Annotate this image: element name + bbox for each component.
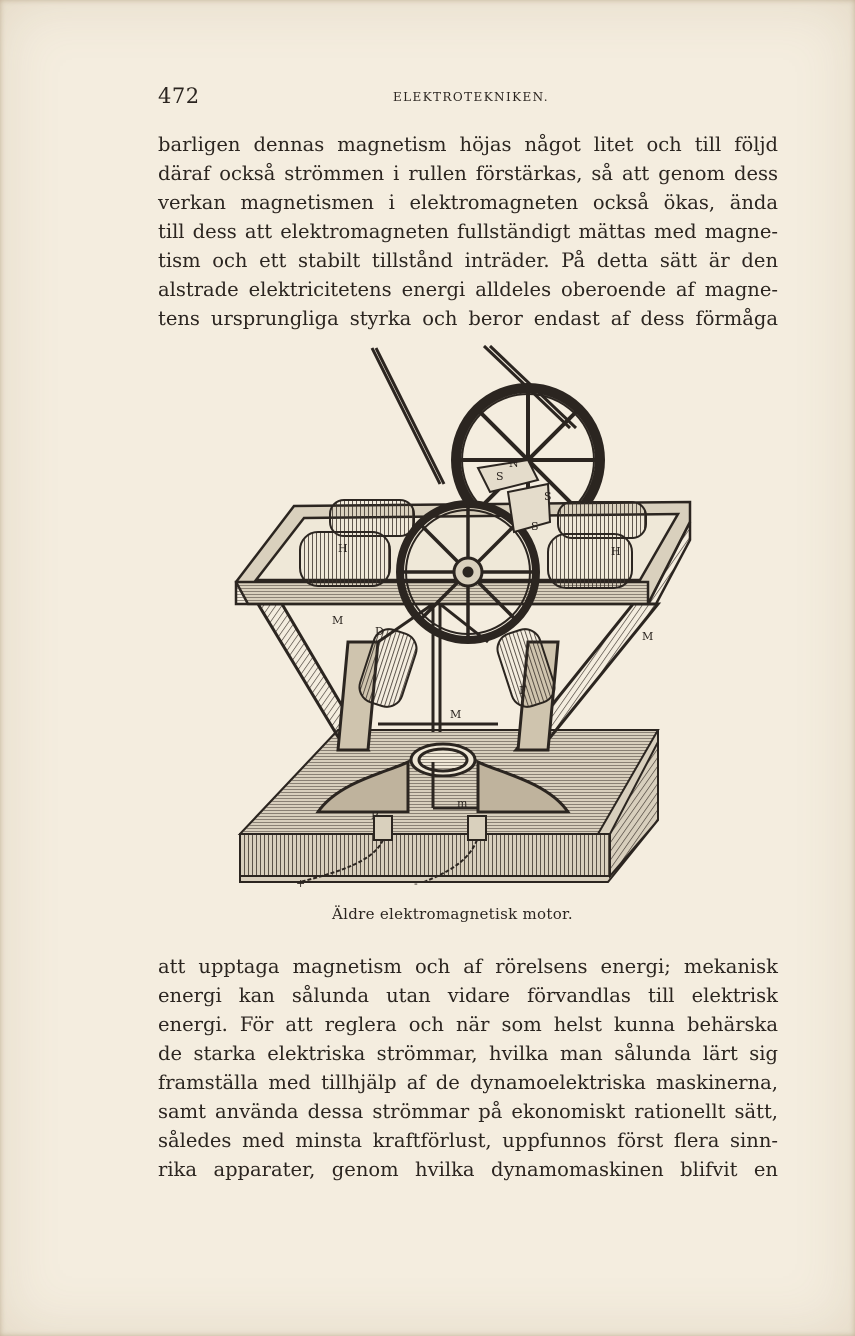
- label-s: S: [531, 520, 539, 533]
- text-line: tism och ett stabilt tillstånd inträder. På detta sätt är den: [158, 249, 778, 272]
- page-number: 472: [158, 84, 200, 108]
- text-line: således med minsta kraftförlust, uppfunnos först flera sinn-: [158, 1129, 778, 1152]
- label-f: F: [519, 684, 527, 697]
- text-line: framställa med tillhjälp af de dynamoelektriska maskinerna,: [158, 1071, 778, 1094]
- running-title: ELEKTROTEKNIKEN.: [393, 90, 549, 104]
- label-minus: -: [414, 877, 418, 890]
- label-m-small: m: [457, 797, 468, 810]
- text-line: samt använda dessa strömmar på ekonomiskt rationellt sätt,: [158, 1100, 778, 1123]
- text-line: energi. För att reglera och när som helst kunna behärska: [158, 1013, 778, 1036]
- top-paragraph: [158, 130, 778, 333]
- label-h: H: [611, 545, 621, 558]
- bottom-paragraph: [158, 952, 778, 1184]
- label-m: M: [450, 708, 462, 721]
- label-plus: +: [296, 877, 306, 890]
- label-p: P: [371, 809, 379, 822]
- text-line: till dess att elektromagneten fullständigt mättas med magne-: [158, 220, 778, 243]
- text-line: barligen dennas magnetism höjas något litet och till följd: [158, 133, 778, 156]
- label-h: H: [338, 542, 348, 555]
- label-n: N: [509, 457, 519, 470]
- text-line: tens ursprungliga styrka och beror endast af dess förmåga: [158, 307, 778, 330]
- label-d: D: [375, 625, 384, 638]
- x-frame: [258, 604, 658, 750]
- label-s: S: [496, 470, 504, 483]
- text-line: alstrade elektricitetens energi alldeles oberoende af magne-: [158, 278, 778, 301]
- label-s: S: [544, 490, 552, 503]
- text-line: de starka elektriska strömmar, hvilka man sålunda lärt sig: [158, 1042, 778, 1065]
- motor-engraving: [228, 342, 698, 890]
- label-m: M: [642, 630, 654, 643]
- label-m: M: [332, 614, 344, 627]
- text-line: verkan magnetismen i elektromagneten också ökas, ända: [158, 191, 778, 214]
- figure-caption: Äldre elektromagnetisk motor.: [332, 905, 573, 923]
- text-line: energi kan sålunda utan vidare förvandlas till elektrisk: [158, 984, 778, 1007]
- text-line: att upptaga magnetism och af rörelsens energi; mekanisk: [158, 955, 778, 978]
- text-line: rika apparater, genom hvilka dynamomaskinen blifvit en: [158, 1158, 778, 1181]
- text-line: däraf också strömmen i rullen förstärkas, så att genom dess: [158, 162, 778, 185]
